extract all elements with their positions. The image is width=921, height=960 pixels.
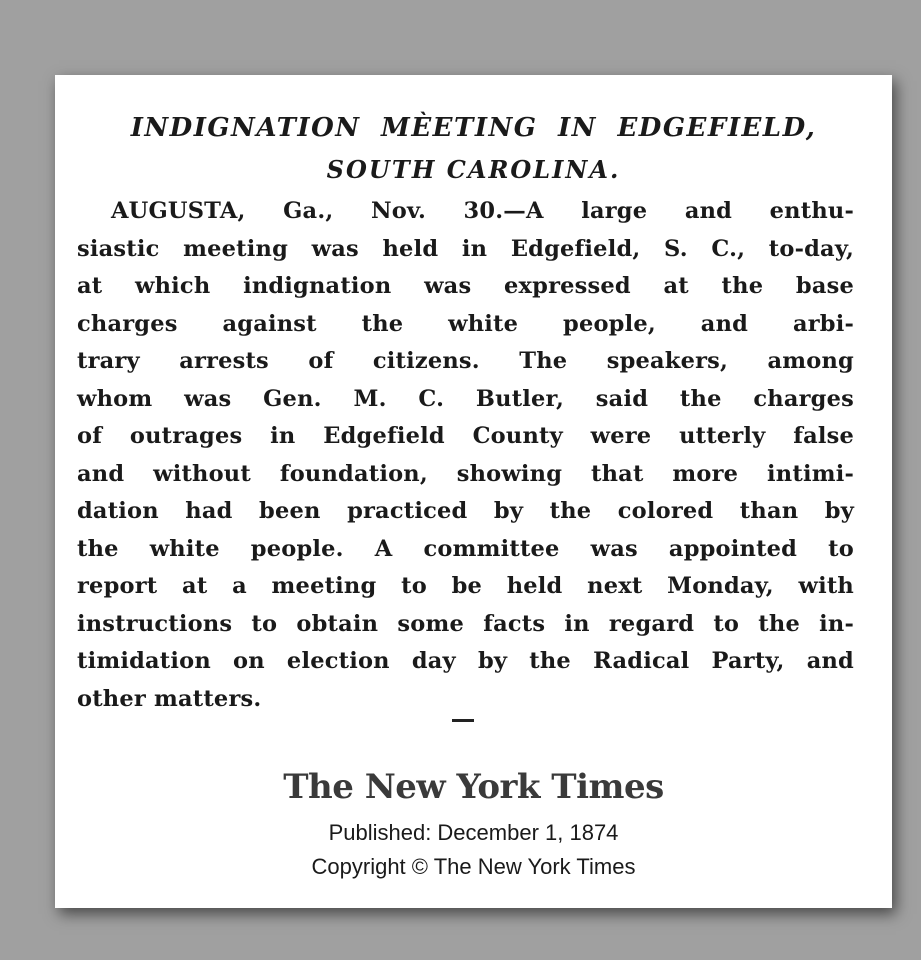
article-line: of outrages in Edgefield County were utterly false bbox=[77, 423, 854, 449]
headline-line-1: INDIGNATION MÈETING IN EDGEFIELD, bbox=[130, 113, 817, 143]
article-line: and without foundation, showing that more intimi- bbox=[77, 460, 854, 487]
section-divider bbox=[452, 719, 474, 722]
newspaper-clipping bbox=[55, 75, 892, 908]
article-line: the white people. A committee was appointed to bbox=[77, 535, 854, 562]
article-line: trary arrests of citizens. The speakers, among bbox=[77, 348, 854, 374]
article-line: dation had been practiced by the colored than by bbox=[77, 498, 854, 524]
article-line: instructions to obtain some facts in regard to the in- bbox=[77, 610, 854, 637]
article-line: AUGUSTA, Ga., Nov. 30.—A large and enthu- bbox=[111, 198, 854, 224]
published-date: Published: December 1, 1874 bbox=[328, 820, 619, 845]
article-line: siastic meeting was held in Edgefield, S. C., to-day, bbox=[77, 235, 854, 262]
article-line: report at a meeting to be held next Monday, with bbox=[77, 573, 854, 599]
article-line: other matters. bbox=[77, 685, 262, 712]
copyright-notice: Copyright © The New York Times bbox=[311, 854, 636, 879]
headline-line-2: SOUTH CAROLINA. bbox=[326, 155, 621, 184]
article-body bbox=[77, 193, 854, 718]
nyt-masthead-logo: The New York Times bbox=[283, 767, 664, 807]
article-line: timidation on election day by the Radical Party, and bbox=[77, 648, 854, 674]
article-line: whom was Gen. M. C. Butler, said the charges bbox=[77, 385, 854, 412]
article-line: charges against the white people, and arbi- bbox=[77, 310, 854, 337]
article-line: at which indignation was expressed at the base bbox=[77, 273, 854, 299]
